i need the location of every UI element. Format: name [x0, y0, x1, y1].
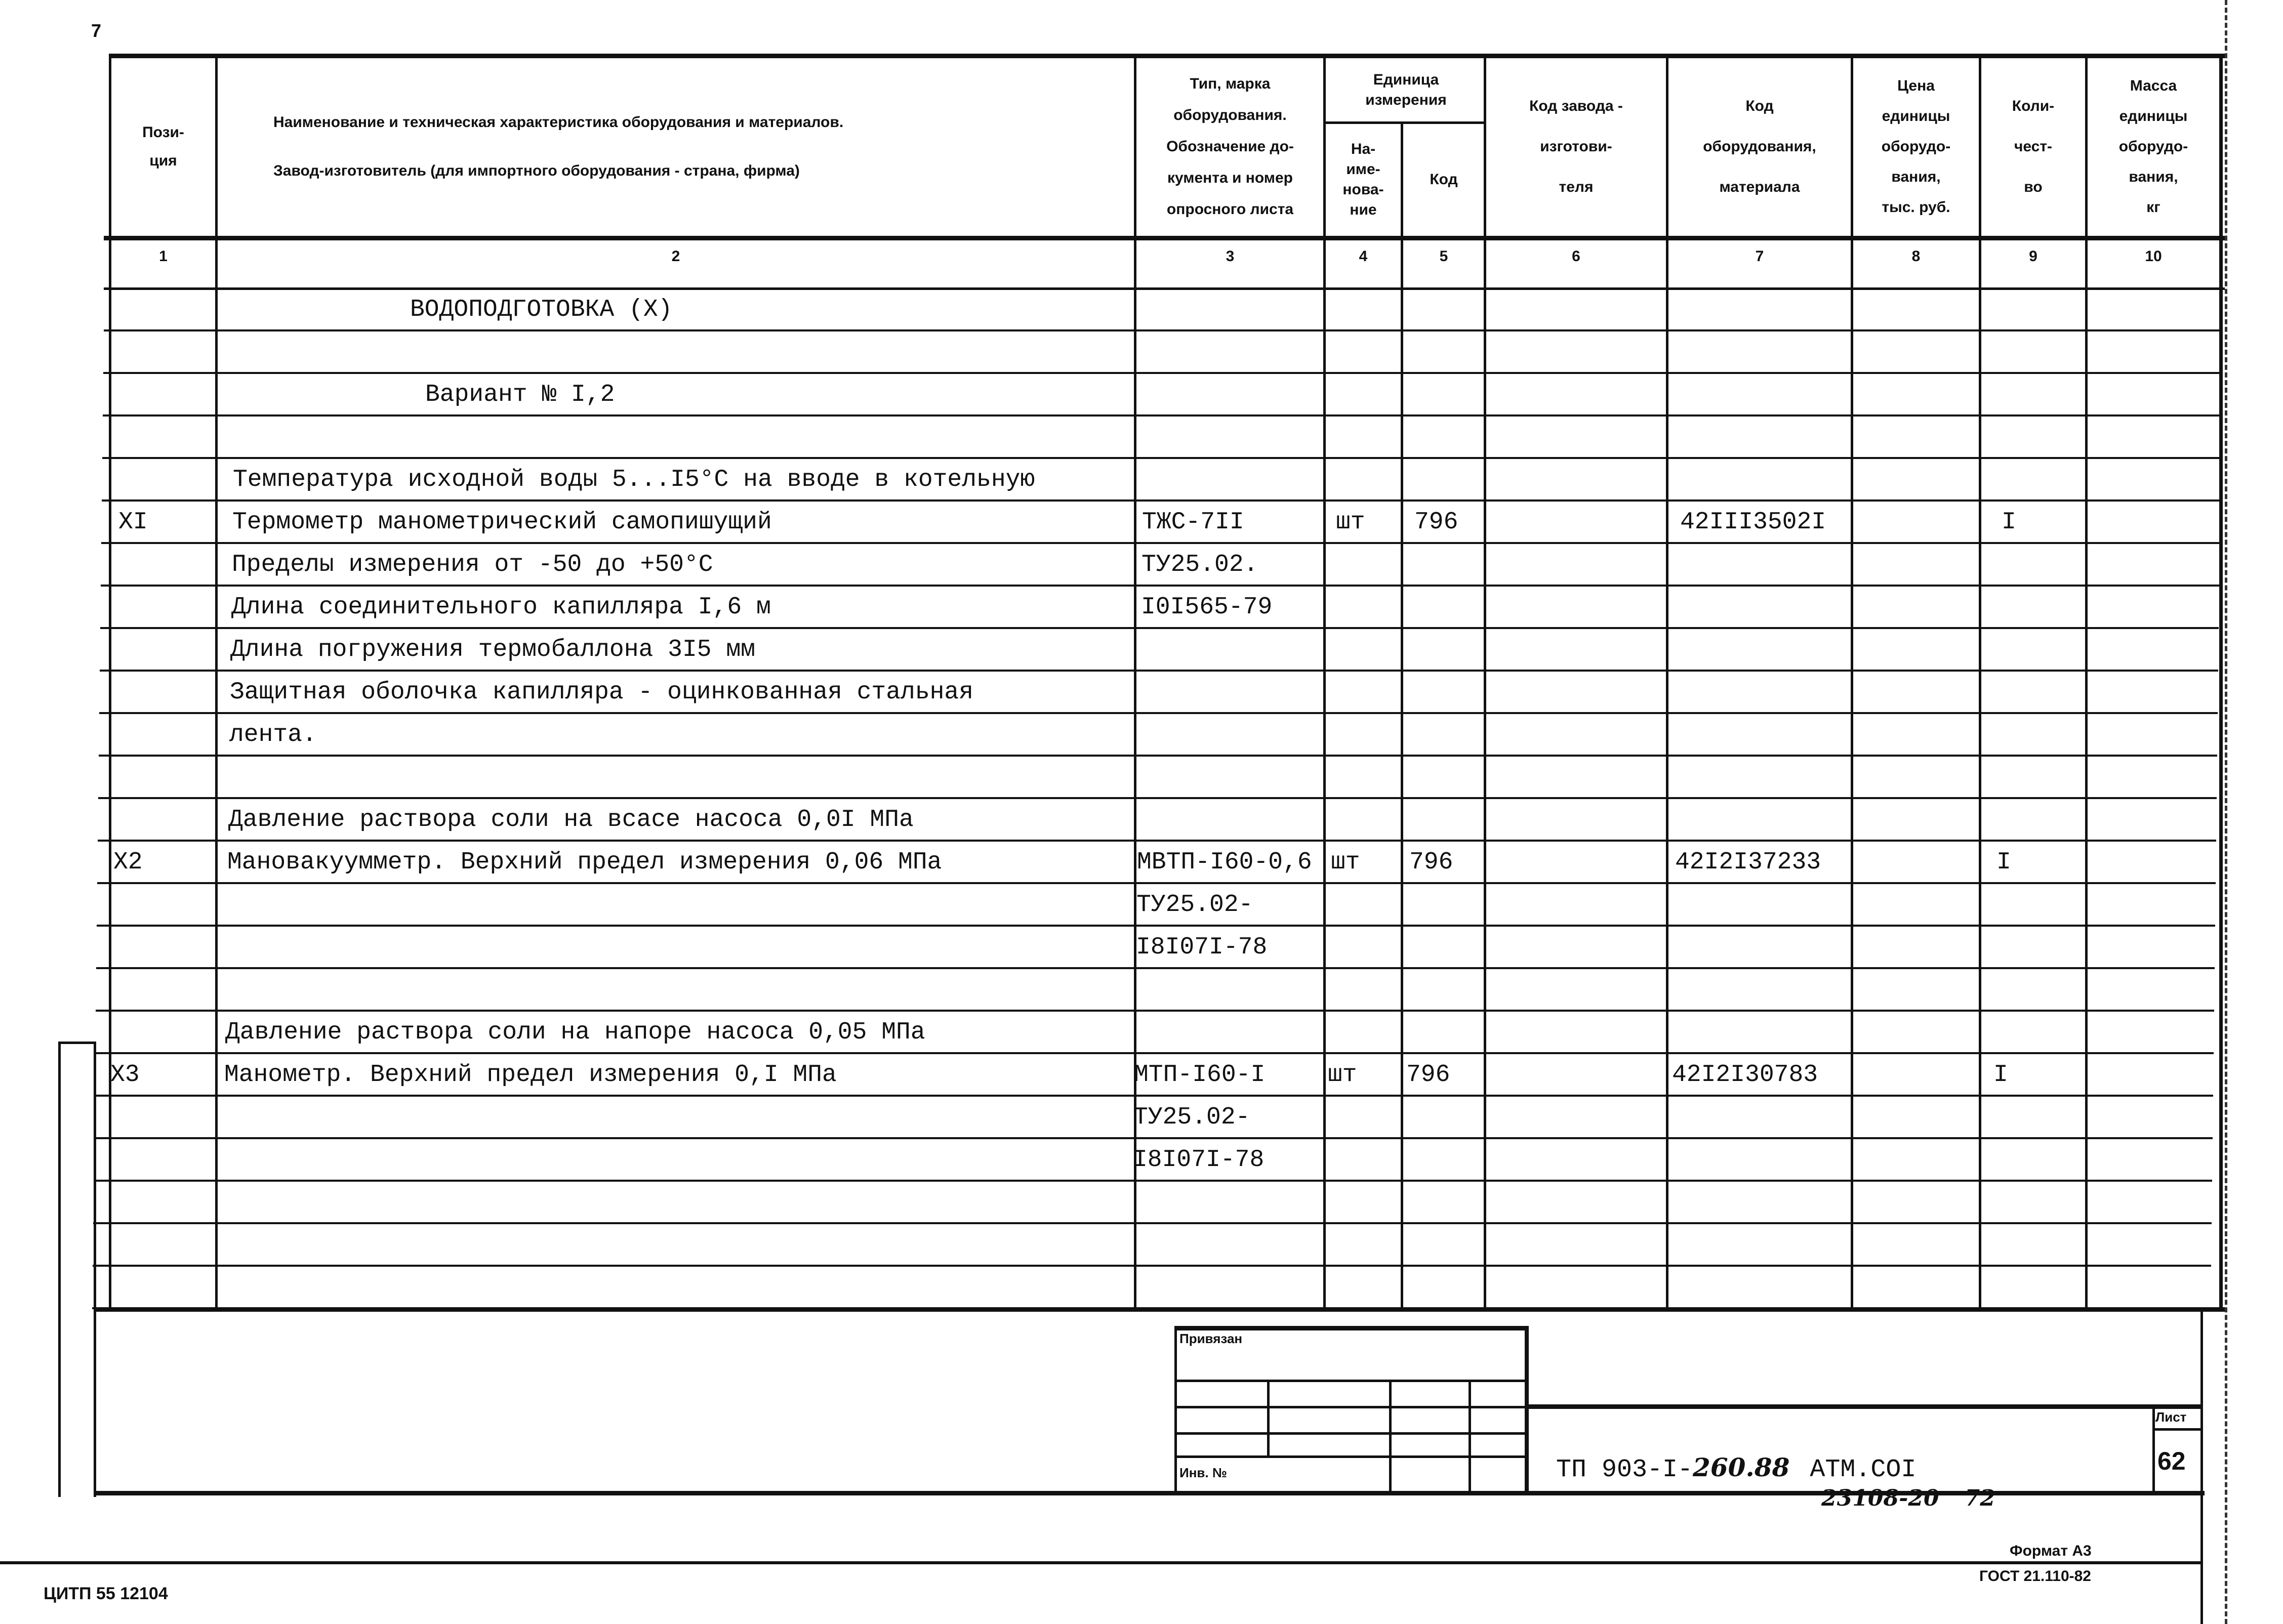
header-unit-price: Цена единицы оборудо- вания, тыс. руб. [1881, 77, 1951, 216]
type-cell: I8I07I-78 [1133, 1146, 1265, 1174]
privyazan-label: Привязан [1179, 1331, 1243, 1346]
unit-code-cell: 796 [1409, 849, 1453, 876]
type-cell: I8I07I-78 [1136, 934, 1268, 961]
row-divider [92, 1307, 2211, 1309]
corner-mark: 7 [91, 20, 102, 41]
row-divider [99, 755, 2217, 757]
quantity-cell: I [2002, 509, 2016, 536]
position-cell: X3 [110, 1061, 140, 1089]
header-unit-name: На- име- нова- ние [1342, 141, 1384, 218]
column-number: 3 [1226, 248, 1235, 265]
name-cell: Давление раствора соли на всасе насоса 0,0I МПа [228, 806, 914, 834]
row-divider [93, 1265, 2211, 1267]
column-number: 9 [2029, 248, 2037, 265]
name-cell: Вариант № I,2 [425, 381, 615, 408]
order-number-main: 23108-20 [1821, 1485, 1939, 1511]
type-cell: ТУ25.02- [1133, 1104, 1250, 1131]
name-cell: Термометр манометрический самопишущий [232, 509, 772, 536]
header-unit-code: Код [1430, 171, 1458, 188]
unit-name-cell: шт [1328, 1061, 1357, 1089]
name-cell: ВОДОПОДГОТОВКА (Х) [410, 296, 673, 323]
column-number: 1 [159, 248, 168, 265]
column-number: 10 [2145, 248, 2162, 265]
column-number: 5 [1439, 248, 1448, 265]
row-divider [93, 1222, 2212, 1224]
document-code [1556, 1452, 1916, 1484]
header-unit-mass: Масса единицы оборудо- вания, кг [2118, 77, 2188, 216]
quantity-cell: I [1993, 1061, 2008, 1089]
unit-code-cell: 796 [1406, 1061, 1450, 1089]
archive-stamp: ЦИТП 55 12104 [44, 1584, 168, 1603]
name-cell: Температура исходной воды 5...I5°С на вводе в котельную [233, 466, 1035, 493]
gost-label: ГОСТ 21.110-82 [1979, 1568, 2091, 1585]
position-cell: XI [118, 509, 148, 536]
inventory-number-label: Инв. № [1179, 1465, 1227, 1480]
column-number: 7 [1755, 248, 1764, 265]
row-divider [103, 372, 2222, 374]
type-cell: МВТП-I60-0,6 [1137, 849, 1312, 876]
type-cell: I0I565-79 [1141, 594, 1273, 621]
header-position: Пози- ция [142, 124, 184, 169]
order-number-suffix: 72 [1964, 1485, 1995, 1511]
equipment-code-cell: 42I2I37233 [1675, 849, 1821, 876]
name-cell: Давление раствора соли на напоре насоса 0,05 МПа [225, 1019, 925, 1046]
equipment-code-cell: 42III3502I [1680, 509, 1826, 536]
name-cell: Защитная оболочка капилляра - оцинкованная стальная [230, 679, 974, 706]
document-code-suffix: АТМ.СОI [1810, 1455, 1917, 1484]
column-number: 6 [1572, 248, 1580, 265]
unit-name-cell: шт [1336, 509, 1365, 536]
name-cell: лента. [229, 721, 317, 748]
column-number: 8 [1911, 248, 1921, 265]
header-name-line1: Наименование и техническая характеристика оборудования и материалов. [273, 114, 844, 131]
equipment-code-cell: 42I2I30783 [1672, 1061, 1818, 1089]
format-label: Формат А3 [2010, 1543, 2092, 1559]
unit-name-cell: шт [1331, 849, 1360, 876]
header-quantity: Коли- чест- во [2012, 98, 2055, 195]
type-cell: ТУ25.02- [1136, 891, 1253, 919]
header-unit-group: Единица измерения [1365, 71, 1447, 108]
type-cell: ТЖС-7II [1142, 509, 1244, 536]
header-type: Тип, марка оборудования. Обозначение до- кумента и номер опросного листа [1166, 75, 1294, 218]
page-edge [2225, 0, 2227, 1624]
header-equipment-code: Код оборудования, материала [1703, 98, 1816, 195]
name-cell: Пределы измерения от -50 до +50°С [232, 551, 713, 578]
sheet-number: 62 [2157, 1447, 2186, 1475]
quantity-cell: I [1996, 849, 2011, 876]
header-name-line2: Завод-изготовитель (для импортного оборудования - страна, фирма) [273, 162, 800, 179]
header-manufacturer-code: Код завода - изготови- теля [1529, 98, 1623, 195]
document-code-handwritten: 260.88 [1693, 1452, 1790, 1482]
name-cell: Мановакуумметр. Верхний предел измерения 0,06 МПа [227, 849, 942, 876]
unit-code-cell: 796 [1414, 509, 1458, 536]
type-cell: ТУ25.02. [1142, 551, 1258, 578]
name-cell: Длина соединительного капилляра I,6 м [231, 594, 771, 621]
row-divider [103, 414, 2221, 417]
type-cell: МТП-I60-I [1134, 1061, 1266, 1089]
document-code-prefix: ТП 903-I- [1556, 1455, 1693, 1484]
sheet-label: Лист [2155, 1409, 2187, 1425]
name-cell: Манометр. Верхний предел измерения 0,I МПа [224, 1061, 837, 1089]
name-cell: Длина погружения термобаллона 3I5 мм [230, 636, 755, 663]
column-number: 4 [1359, 248, 1368, 265]
header-name [223, 58, 1134, 235]
order-number [1821, 1485, 1995, 1511]
column-number: 2 [671, 248, 680, 265]
position-cell: X2 [113, 849, 143, 876]
